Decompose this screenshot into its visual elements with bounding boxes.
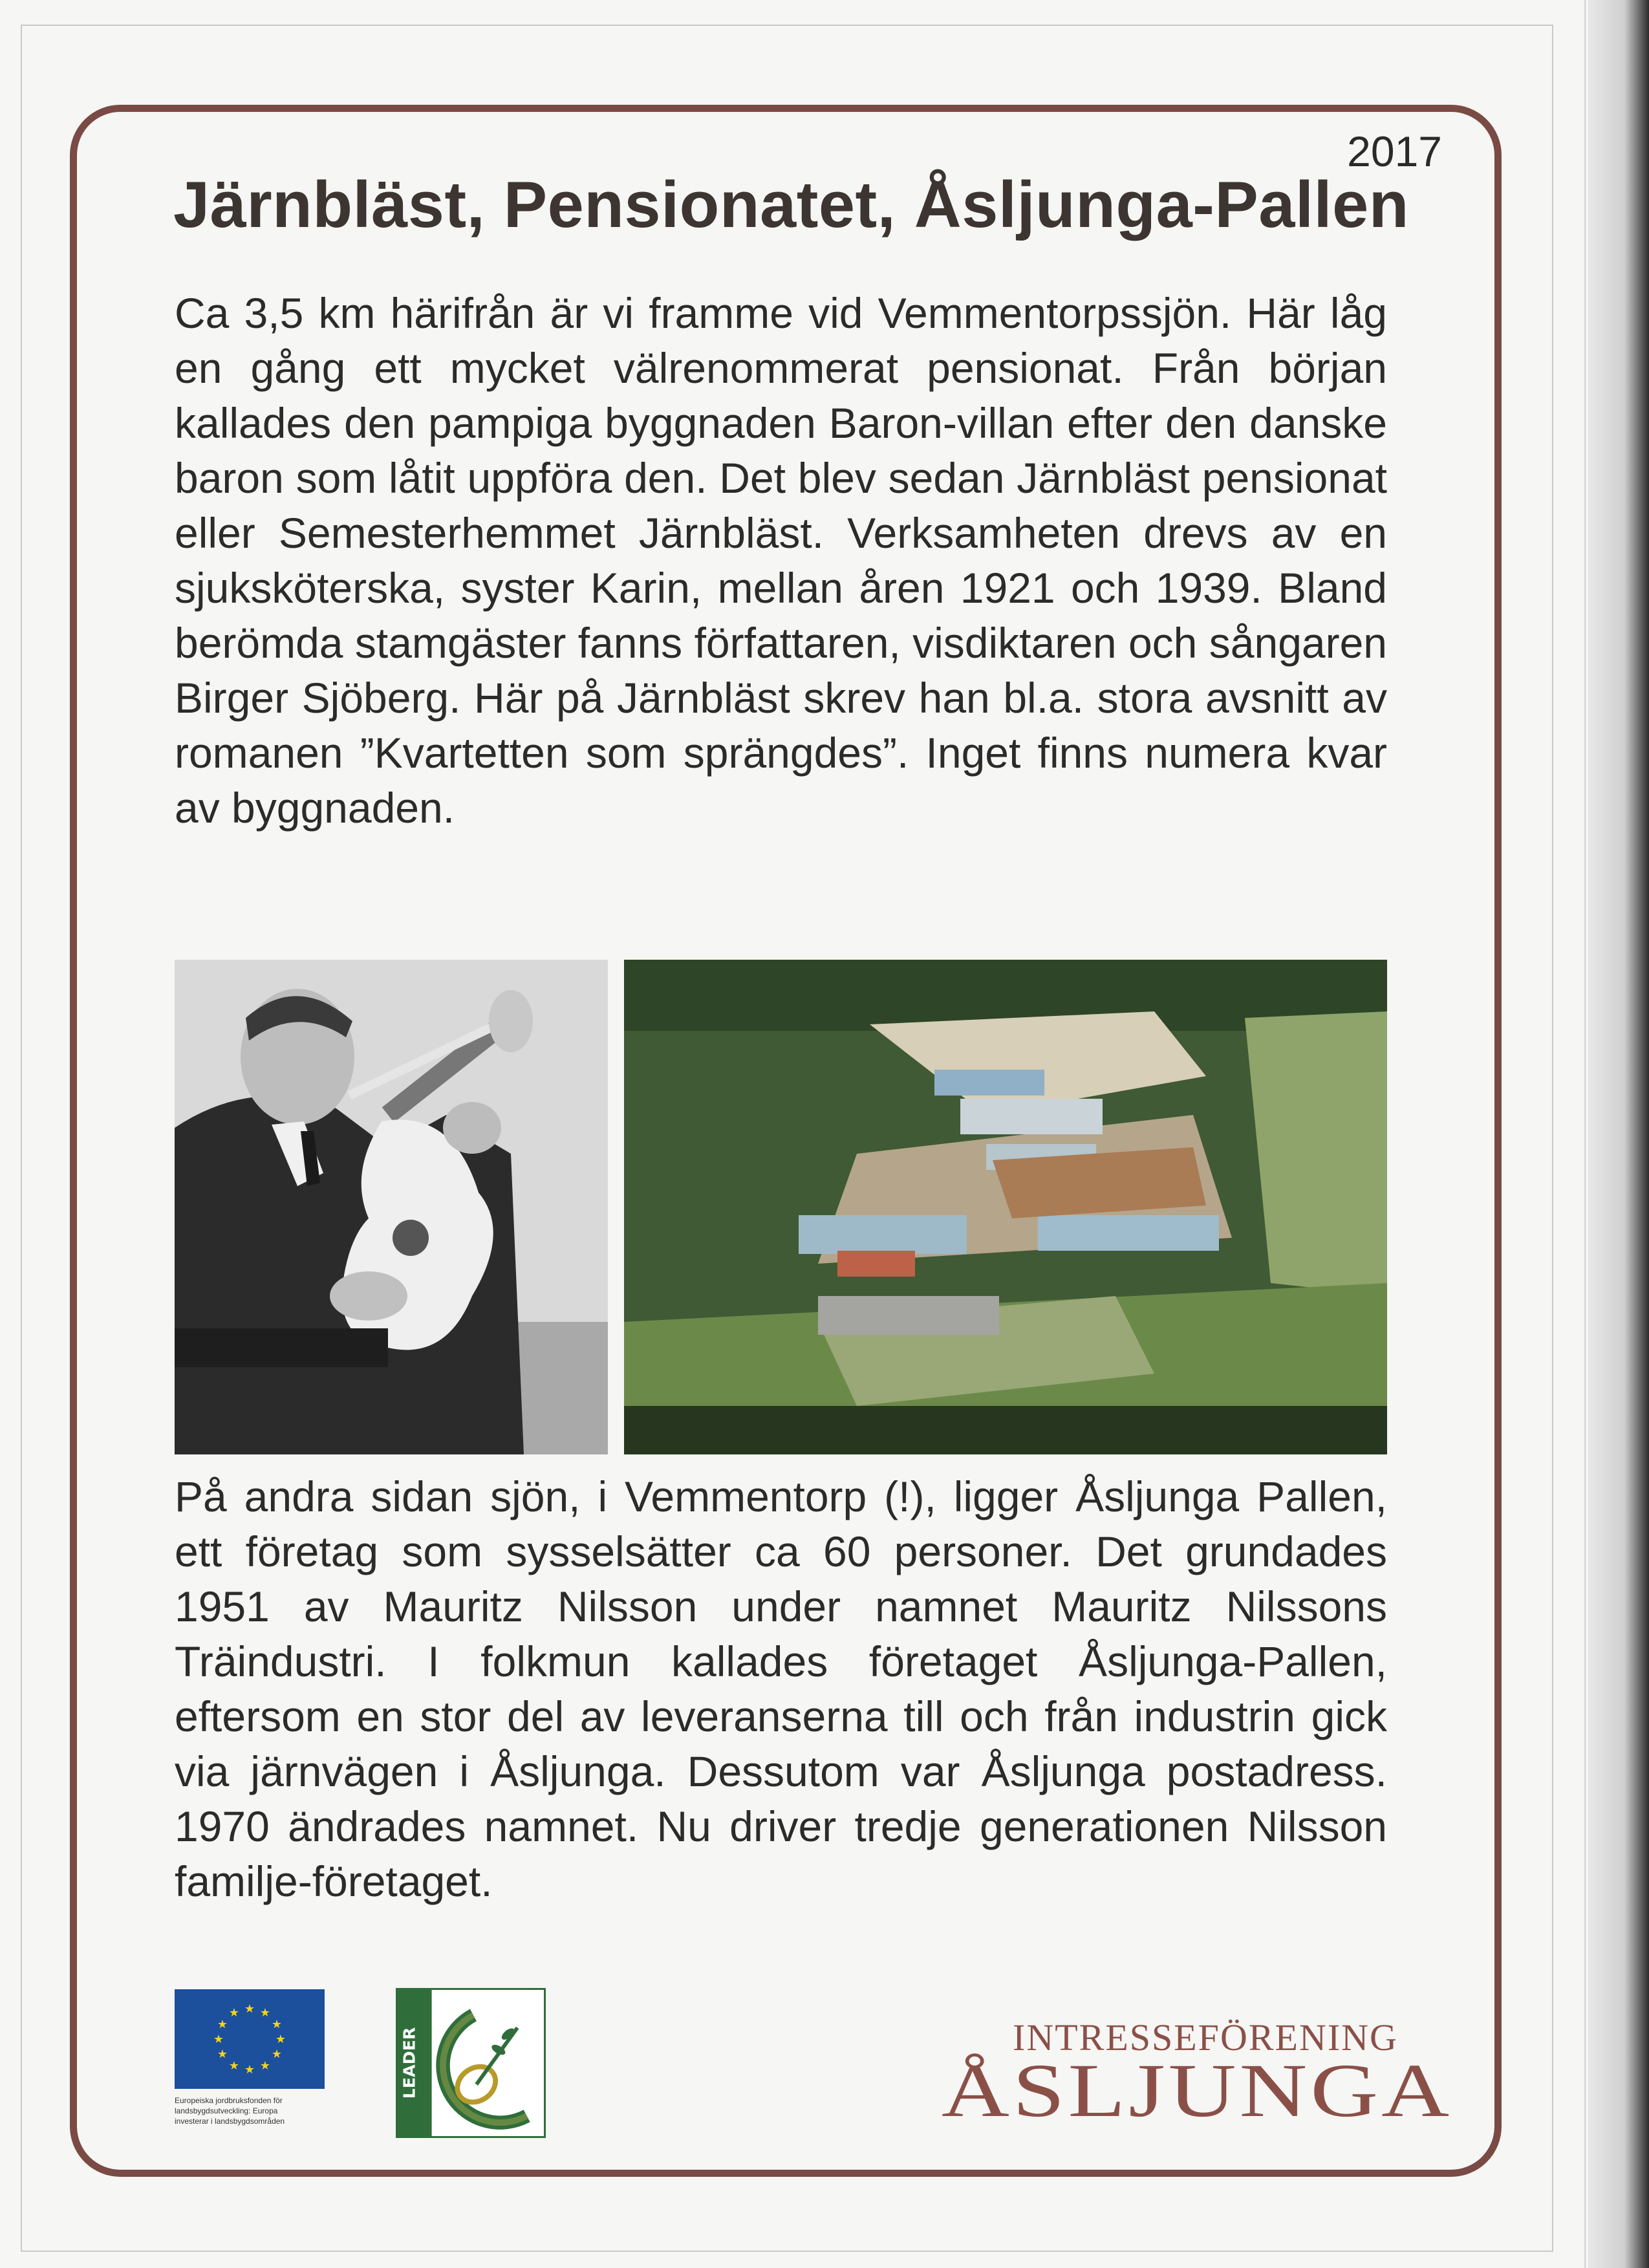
svg-text:★: ★: [244, 2002, 255, 2016]
svg-text:★: ★: [228, 2006, 240, 2020]
eu-caption-line: Europeiska jordbruksfonden för: [175, 2096, 283, 2105]
svg-text:★: ★: [244, 2063, 255, 2077]
eu-logo: [175, 1989, 325, 2139]
singer-with-guitar-image: [175, 960, 608, 1454]
svg-text:★: ★: [228, 2059, 240, 2073]
intresseforening-asljunga-logo: [942, 2000, 1459, 2129]
leader-emblem-icon: [398, 1990, 544, 2136]
page-title: Järnbläst, Pensionatet, Åsljunga-Pallen: [173, 169, 1409, 241]
org-line-2: ÅSLJUNGA: [942, 2048, 1452, 2129]
year-label: 2017: [1347, 127, 1442, 175]
leader-wordmark: LEADER: [399, 2027, 419, 2099]
paragraph-jarnblast: Ca 3,5 km härifrån är vi framme vid Vemmentorpssjön. Här låg en gång ett mycket välrenommerat pensionat. Från början kallades den pampiga byggnaden Baron-villan efter den danske baron som låtit uppföra den. Det blev sedan Järnbläst pensionat eller Semesterhemmet Järnbläst. Verksamheten drevs av en sjuksköterska, syster Karin, mellan åren 1921 och 1939. Bland berömda stamgäster fanns författaren, visdiktaren och sångaren Birger Sjöberg. Här på Järnbläst skrev han bl.a. stora avsnitt av romanen ”Kvartetten som sprängdes”. Inget finns numera kvar av byggnaden.: [175, 289, 1387, 832]
aerial-factory-image: [624, 960, 1387, 1454]
scanner-edge: [1588, 0, 1649, 2268]
asljunga-wordmark: [942, 2000, 1459, 2129]
eu-stars-icon: [175, 1989, 325, 2089]
photo-asljunga-pallen-aerial: [624, 960, 1387, 1454]
svg-text:★: ★: [259, 2059, 271, 2073]
leader-logo: [396, 1988, 546, 2138]
eu-flag-icon: [175, 1989, 325, 2089]
svg-text:★: ★: [271, 2018, 283, 2031]
svg-text:★: ★: [275, 2033, 286, 2046]
paragraph-asljunga-pallen: På andra sidan sjön, i Vemmentorp (!), ligger Åsljunga Pallen, ett företag som sysselsätter ca 60 personer. Det grundades 1951 av Mauritz Nilsson under namnet Mauritz Nilssons Träindustri. I folkmun kallades företaget Åsljunga-Pallen, eftersom en stor del av leveranserna till och från industrin gick via järnvägen i Åsljunga. Dessutom var Åsljunga postadress. 1970 ändrades namnet. Nu driver tredje generationen Nilsson familje-företaget.: [175, 1473, 1387, 1905]
svg-text:★: ★: [271, 2047, 283, 2061]
svg-text:★: ★: [217, 2018, 228, 2031]
svg-text:★: ★: [213, 2033, 224, 2046]
eu-caption-line: landsbygdsutveckling: Europa: [175, 2106, 278, 2115]
photo-birger-sjoberg: [175, 960, 608, 1454]
svg-text:★: ★: [259, 2006, 271, 2020]
eu-caption: [175, 2095, 325, 2126]
org-line-1: INTRESSEFÖRENING: [1013, 2016, 1398, 2058]
eu-caption-line: investerar i landsbygdsområden: [175, 2117, 285, 2126]
svg-text:★: ★: [217, 2047, 228, 2061]
